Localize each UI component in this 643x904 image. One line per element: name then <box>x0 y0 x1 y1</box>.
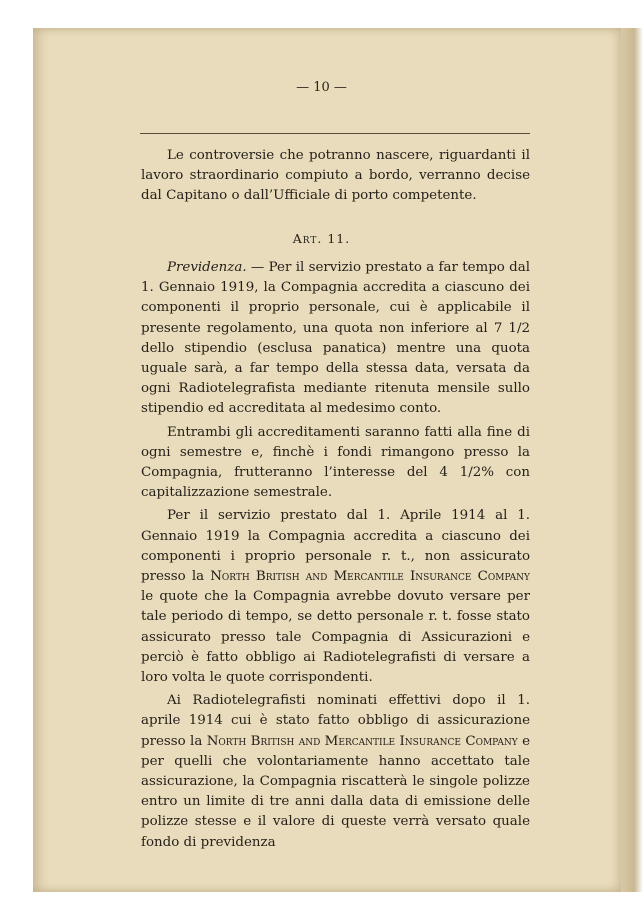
paragraph-servizio-1914 <box>141 506 530 688</box>
paragraph-text: le quote che la Compagnia avrebbe dovuto versare per tale periodo di tempo, se detto personale r. t. fosse stato assicurato presso tale Compagnia di Assicurazioni e perciò è fatto obbligo ai Radiotelegrafisti di versare a loro volta le quote corrispondenti. <box>141 589 530 686</box>
intro-block <box>141 146 530 207</box>
company-name: North British and Mercantile Insurance Company <box>206 733 518 749</box>
intro-paragraph: Le controversie che potranno nascere, riguardanti il lavoro straordinario compiuto a bordo, verranno decise dal Capitano o dall’Ufficiale di porto competente. <box>141 148 530 204</box>
page-edge <box>621 28 643 892</box>
paragraph-text: Ai Radiotelegrafisti nominati effettivi dopo il 1. aprile 1914 cui è stato fatto obbligo di assicurazione presso la <box>141 693 530 749</box>
article-body <box>141 258 530 853</box>
paragraph-text: — Per il servizio prestato a far tempo dal 1. Gennaio 1919, la Compagnia accredita a ciascuno dei componenti il proprio personale, cui è applicabile il presente regolamento, una quota non inferiore al 7 1/2 dello stipendio (esclusa panatica) mentre una quota uguale sarà, a far tempo della stessa data, versata da ogni Radiotelegrafista mediante ritenuta mensile sullo stipendio ed accreditata al medesimo conto. <box>141 260 530 417</box>
header-rule <box>140 133 530 134</box>
company-name: North British and Mercantile Insurance Company <box>210 569 530 585</box>
paragraph-text: Per il servizio prestato dal 1. Aprile 1914 al 1. Gennaio 1919 la Compagnia accredita a ciascuno dei componenti i proprio personale r. t., non assicurato presso la <box>141 508 530 585</box>
paragraph-radiotelegrafisti <box>141 691 530 853</box>
paragraph-accreditamenti: Entrambi gli accreditamenti saranno fatti alla fine di ogni semestre e, finchè i fondi rimangono presso la Compagnia, frutteranno l’interesse del 4 1/2% con capitalizzazione semestrale. <box>141 424 530 501</box>
paragraph-previdenza <box>141 258 530 420</box>
paragraph-lead-term: Previdenza. <box>167 260 247 275</box>
page-number: — 10 — <box>296 80 347 95</box>
article-heading: Art. 11. <box>292 231 351 246</box>
paragraph-text: e per quelli che volontariamente hanno accettato tale assicurazione, la Compagnia riscatterà le singole polizze entro un limite di tre anni dalla data di emissione delle polizze stesse e il valore di queste verrà versato quale fondo di previdenza <box>141 733 531 850</box>
